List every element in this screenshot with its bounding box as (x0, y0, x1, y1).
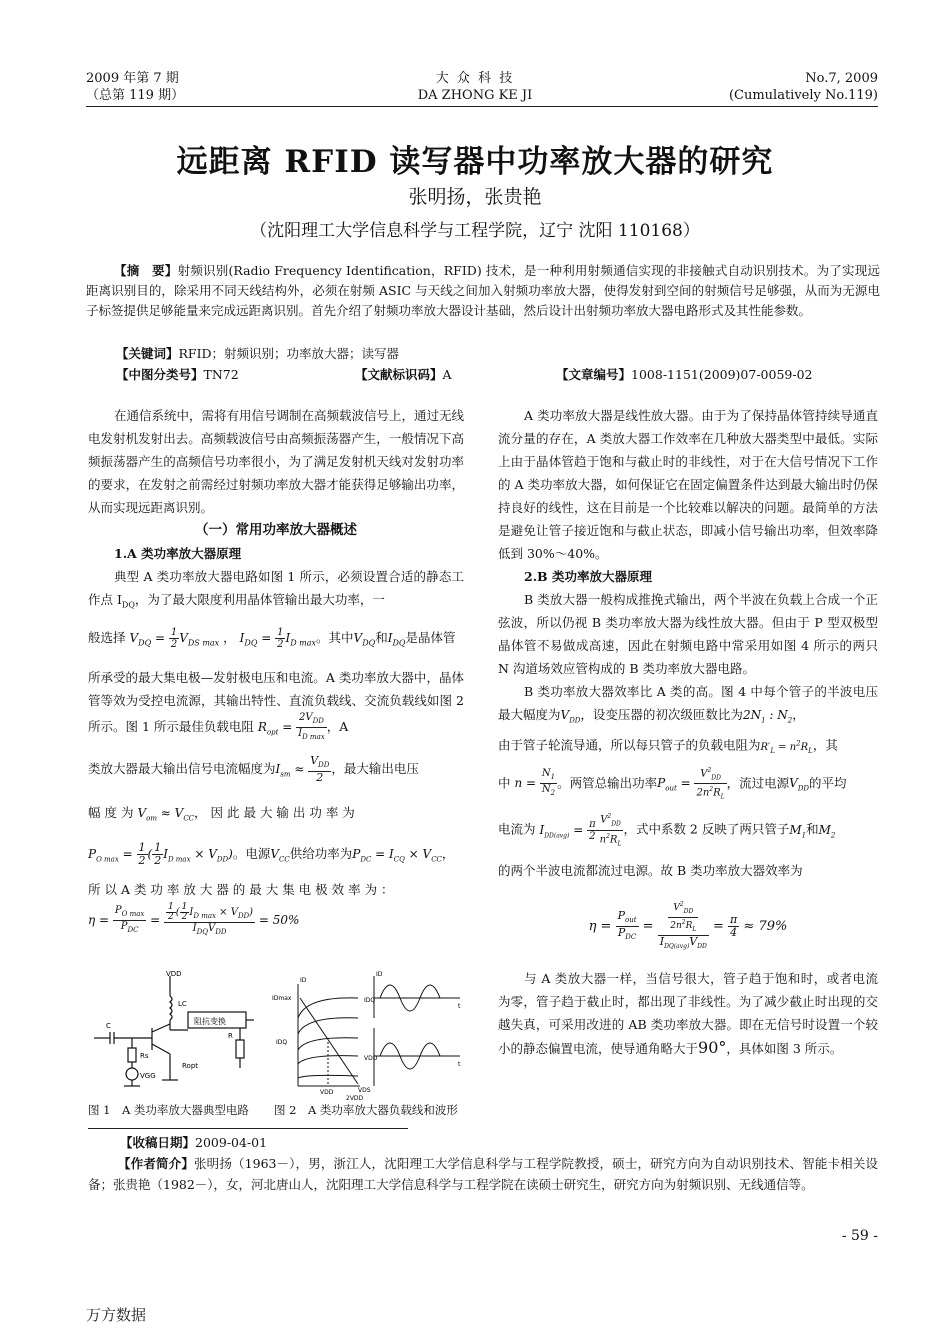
header-rule (86, 106, 878, 107)
pout-equation: $P_{out}$ = $\frac{V^2_{DD}}{2n^2R_L}$ (657, 766, 725, 801)
pdc-equation: $P_{DC} = I_{CQ} \times V_{CC}$ (352, 847, 442, 864)
m1-symbol: $M_1$ (789, 822, 807, 840)
fig1-r-label: R (228, 1032, 233, 1040)
vcc-symbol: $V_{CC}$ (270, 847, 290, 864)
fig2-id-label: ID (300, 977, 307, 984)
watermark: 万方数据 (86, 1306, 147, 1324)
class-b-paragraph-1: B 类放大器一般构成推挽式输出，两个半波在负载上合成一个正弦波，所以仍视 B 类功率放大器为线性放大器。但由于 P 型双极型晶体管不易做成高速，因此在射频电路中常采用如图 4 所示的两只 N 沟道场效应管构成的 B 类功率放大器电路。 (498, 592, 878, 676)
received-date (120, 1132, 880, 1153)
page-number: - 59 - (841, 1228, 878, 1244)
idq-equation: $I_{DQ}$ = $\frac{1}{2}$ $I_{D max}$ (239, 626, 317, 650)
paper-affiliation: （沈阳理工大学信息科学与工程学院，辽宁 沈阳 110168） (250, 221, 700, 241)
ism-equation: $I_{sm}$ ≈ $\frac{V_{DD}}{2}$ (275, 754, 330, 785)
power-b-tail: 的平均 (809, 775, 847, 791)
header-right (729, 70, 878, 104)
subsection-heading-b: 2.B 类功率放大器原理 (524, 569, 652, 584)
idd-avg-equation: $I_{DD(avg)}$ = $\frac{\pi}{2}$ $\frac{V^2_{DD}}{n^2R_L}$ (539, 813, 622, 848)
figure-2-caption: 图 2 A 类功率放大器负载线和波形 (274, 1103, 458, 1117)
fig1-rs-label: Rs (140, 1052, 149, 1060)
keywords-text: RFID；射频识别；功率放大器；读写器 (178, 346, 400, 361)
current-b-lead: 电流为 (498, 821, 536, 837)
eta-b-equation: η = $\frac{P_{out}}{P_{DC}}$ = $\frac{\frac{V^2_{DD}}{2n^2R_L}}{I_{DQ(avg)}V_{DD}}$ = $\frac{\pi}{4}$ ≈ 79% (588, 901, 788, 950)
power-b-mid2: ，流过电源 (726, 775, 790, 791)
selection-mid: 。其中 (316, 629, 354, 645)
document-code (355, 366, 452, 384)
class-b-load-line (498, 732, 878, 762)
header-total-issue: （总第 119 期） (86, 88, 185, 103)
journal-name-pinyin: DA ZHONG KE JI (417, 88, 533, 103)
received-text: 2009-04-01 (195, 1135, 268, 1150)
idq-symbol: $I_{DQ}$ (387, 630, 406, 647)
class-b-efficiency-intro: 的两个半波电流都流过电源。故 B 类功率放大器效率为 (498, 863, 803, 879)
fig2-2vdd-label: 2VDD (346, 1095, 364, 1100)
figure-2-loadline (270, 968, 466, 1100)
fig2-idmax-label: IDmax (272, 995, 292, 1002)
vom-equation: $V_{om} \approx V_{CC}$ (137, 805, 195, 823)
class-a-selection-line: 般选择 $V_{DQ}$ = $\frac{1}{2}$ $V_{DS max}$ ， $I_{DQ}$ = $\frac{1}{2}$ $I_{D max}$。其中$V_{DQ}$和$I_{DQ}$是晶体管 (88, 626, 456, 650)
current-b-and: 和 (806, 821, 819, 837)
class-a-voltage-line (88, 798, 464, 833)
class-b-text-2: ，设变压器的初次级匝数比为 (580, 707, 743, 722)
article-no-label: 【文章编号】 (556, 367, 632, 382)
right-column (498, 404, 878, 1060)
fig1-lc-label: LC (178, 1000, 187, 1008)
class-a-paragraph-1 (88, 565, 464, 617)
class-ab-text: 与 A 类放大器一样，当信号很大，管子趋于饱和时，或者电流为零，管子趋于截止时，都出现了非线性。为了减少截止时出现的交越失真，可采用改进的 AB 类功率放大器。即在无信号时设置一个较小的静态偏置电流，使导通角略大于 (498, 970, 878, 1056)
fig2-vdd-label: VDD (320, 1089, 334, 1096)
class-a-paragraph-2 (88, 666, 464, 744)
class-a-efficiency-equation (88, 903, 464, 938)
footnote-rule (88, 1128, 408, 1129)
pomax-equation: $P_{O max}$ = $\frac{1}{2}$ ( $\frac{1}{2}$ $I_{D max} \times V_{DD}$) (88, 841, 233, 868)
class-b-current-line (498, 811, 878, 853)
received-label: 【收稿日期】 (120, 1135, 196, 1150)
fig2-vds-label: VDS (358, 1087, 371, 1094)
selection-and: 和 (375, 629, 388, 645)
fig2-t2-label: t (458, 1061, 461, 1068)
bio-label: 【作者简介】 (118, 1156, 194, 1171)
fig1-ropt-label: Ropt (182, 1062, 199, 1070)
article-number (556, 366, 813, 384)
paper-authors: 张明扬，张贵艳 (408, 186, 542, 208)
fig1-vgg-label: VGG (140, 1072, 156, 1080)
idq-subscript: DQ (121, 600, 135, 610)
fig1-vdd-label: VDD (166, 970, 182, 978)
intro-paragraph: 在通信系统中，需将有用信号调制在高频载波信号上，通过无线电发射机发射出去。高频载波信号由高频振荡器产生，一般情况下高频振荡器产生的高频信号功率很小，为了满足发射机天线对发射功率的要求，在发射之前需经过射频功率放大器才能获得足够输出功率，从而实现远距离识别。 (88, 408, 465, 515)
subsection-heading-a: 1.A 类功率放大器原理 (114, 546, 242, 561)
header-cumulative: (Cumulatively No.119) (728, 88, 878, 103)
power-tail: ， (441, 846, 455, 862)
bio-text: 张明扬（1963－），男，浙江人，沈阳理工大学信息科学与工程学院教授，硕士，研究方向为自动识别技术、智能卡相关设备；张贵艳（1982－），女，河北唐山人，沈阳理工大学信息科学与工程学院在读硕士研究生，研究方向为射频识别、无线通信等。 (88, 1156, 878, 1192)
doc-code-label: 【文献标识码】 (355, 367, 443, 382)
eta-b-result: ≈ 79% (743, 919, 788, 935)
class-b-text-1: B 类功率放大器效率比 A 类的高。图 4 中每个管子的半波电压最大幅度为 (498, 684, 878, 722)
class-a-linearity-paragraph: A 类功率放大器是线性放大器。由于为了保持晶体管持续导通直流分量的存在，A 类放大器工作效率在几种放大器类型中最低。实际上由于晶体管趋于饱和与截止时的非线性，对于在大信号情况下工作的 A 类功率放大器，如何保证它在固定偏置条件达到最大输出时仍保持良好的线性，这在目前是一个比较难以解决的问题。最简单的方法是避免让管子接近饱和与截止状态，即减小信号输出功率，但效率降低到 30%～40%。 (498, 408, 878, 561)
turns-ratio: $2N_1$ : $N_2$ (742, 708, 793, 725)
article-no-text: 1008-1151(2009)07-0059-02 (631, 367, 813, 382)
clc-text: TN72 (203, 367, 239, 382)
header-center (375, 70, 575, 104)
class-b-text-3: ， (792, 707, 805, 722)
class-a-current-line (88, 754, 464, 789)
ropt-equation: $R_{opt}$ = $\frac{2V_{DD}}{I_{D max}}$ (257, 711, 325, 741)
class-b-paragraph-2 (498, 680, 878, 732)
fig2-t1-label: t (458, 1003, 461, 1010)
conduction-angle: 90° (698, 1037, 727, 1057)
doc-code-text: A (442, 367, 452, 382)
paper-title: 远距离 RFID 读写器中功率放大器的研究 (176, 144, 774, 180)
figure-1-circuit (88, 968, 260, 1096)
author-bio (88, 1153, 878, 1195)
left-column (88, 404, 464, 938)
class-ab-tail: ，具体如图 3 所示。 (726, 1040, 843, 1056)
header-issue: 2009 年第 7 期 (86, 71, 179, 86)
class-a-text-3: 所承受的最大集电极—发射极电压和电流。A 类功率放大器中，晶体管等效为受控电流源，其输出特性、直流负载线、交流负载线如图 2 所示。图 1 所示最佳负载电阻 (88, 669, 464, 734)
class-a-text-1: 典型 A 类功率放大器电路如图 1 所示，必须设置合适的静态工作点 I (88, 569, 464, 607)
vdq-equation: $V_{DQ}$ = $\frac{1}{2}$ $V_{DS max}$ (129, 626, 220, 650)
power-mid: 。电源 (232, 846, 271, 862)
fig2-id2-label: ID (376, 971, 383, 978)
abstract-label: 【摘 要】 (114, 263, 178, 278)
selection-tail: 是晶体管 (405, 629, 456, 645)
n-equation: n = $\frac{N_1}{N_2}$ (514, 768, 556, 798)
abstract-text: 射频识别(Radio Frequency Identification，RFID) 技术，是一种利用射频通信实现的非接触式自动识别技术。为了实现远距离识别目的，除采用不同天线结构外，必须在射频 ASIC 与天线之间加入射频功率放大器，使得发射到空间的射频信号足够强，从而为无源电子标签提供足够能量来完成远距离识别。首先介绍了射频功率放大器设计基础，然后设计出射频功率放大器电路形式及其性能参数。 (86, 263, 880, 318)
current-lead: 类放大器最大输出信号电流幅度为 (88, 761, 276, 777)
keywords-label: 【关键词】 (116, 346, 179, 361)
m2-symbol: $M_2$ (818, 822, 836, 840)
fig1-c-label: C (106, 1022, 111, 1030)
abstract (86, 261, 880, 321)
voltage-tail: ， 因 此 最 大 输 出 功 率 为 (194, 804, 355, 820)
class-b-efficiency-equation (498, 900, 878, 953)
header-left (86, 70, 184, 104)
vdd-symbol: $V_{DD}$ (560, 708, 581, 725)
selection-lead: 般选择 (88, 629, 126, 645)
voltage-lead: 幅 度 为 (88, 804, 134, 820)
figure-1-caption: 图 1 A 类功率放大器典型电路 (88, 1103, 249, 1117)
vdq-symbol: $V_{DQ}$ (353, 630, 376, 647)
current-tail: ，最大输出电压 (331, 761, 419, 777)
journal-name-cn: 大 众 科 技 (435, 71, 515, 86)
fig2-idq2-label: IDQ (364, 997, 376, 1004)
class-a-text-3-tail: ，A (326, 718, 349, 734)
current-b-mid: ，式中系数 2 反映了两只管子 (623, 821, 790, 837)
clc-number (116, 366, 239, 384)
power-b-lead: 中 (498, 775, 511, 791)
class-b-power-line (498, 765, 878, 804)
fig2-idq-label: IDQ (276, 1039, 288, 1046)
eta-a-result: = 50% (258, 913, 300, 928)
vdd-symbol-2: $V_{DD}$ (789, 776, 810, 793)
rl-equation: $R'_L = n^2R_L$ (760, 739, 813, 755)
class-a-power-line (88, 839, 464, 874)
fig2-vdd2-label: VDD (364, 1055, 378, 1062)
power-b-mid: 。两管总输出功率 (557, 775, 658, 791)
section-heading-1: （一）常用功率放大器概述 (195, 522, 357, 538)
class-ab-paragraph (498, 967, 878, 1060)
clc-label: 【中图分类号】 (116, 367, 204, 382)
power-mid2: 供给功率为 (289, 846, 353, 862)
load-lead: 由于管子轮流导通，所以每只管子的负载电阻为 (498, 737, 761, 753)
class-a-text-2: ，为了最大限度利用晶体管输出最大功率，一 (134, 592, 385, 607)
header-no: No.7, 2009 (805, 71, 878, 86)
class-a-efficiency-intro: 所 以 A 类 功 率 放 大 器 的 最 大 集 电 极 效 率 为 ： (88, 882, 394, 898)
fig1-match-label: 阻抗变换 (194, 1017, 226, 1026)
keywords (116, 345, 399, 363)
eta-a-equation: η = $\frac{P_{O max}}{P_{DC}}$ = $\frac{1}{2}$ ( $\frac{1}{2}$ $I_{D max} \times V_{DD}$) $I_{DQ}V_{DD}$ = 50% (88, 902, 300, 937)
load-tail: ，其 (812, 737, 838, 753)
